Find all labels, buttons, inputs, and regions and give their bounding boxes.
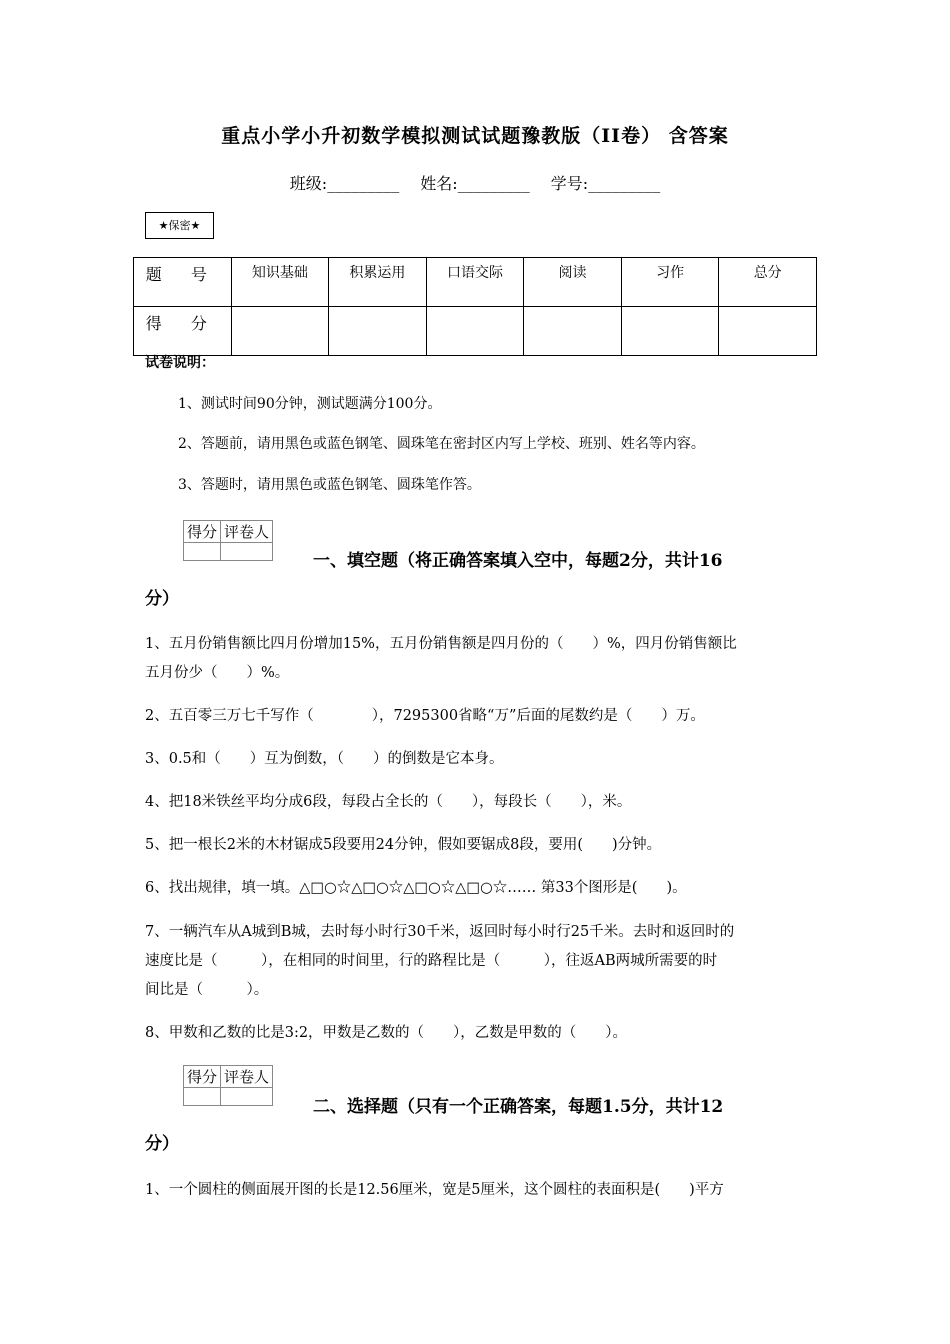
grader-box-grader-label: 评卷人 bbox=[221, 1066, 273, 1088]
class-field: 班级:_________ bbox=[289, 174, 400, 193]
score-table-col: 总分 bbox=[719, 258, 817, 307]
grader-box-score-cell[interactable] bbox=[184, 1088, 221, 1106]
question-line: 3、0.5和（ ）互为倒数，（ ）的倒数是它本身。 bbox=[145, 751, 504, 767]
instruction-item: 2、答题前，请用黑色或蓝色钢笔、圆珠笔在密封区内写上学校、班别、姓名等内容。 bbox=[178, 436, 705, 452]
name-field: 姓名:_________ bbox=[420, 174, 530, 193]
question-line: 1、五月份销售额比四月份增加15%，五月份销售额是四月份的（ ）%，四月份销售额比 bbox=[145, 636, 737, 652]
section1-title-cont: 分） bbox=[145, 589, 179, 609]
confidential-label: ★保密★ bbox=[145, 212, 214, 239]
question-line: 1、一个圆柱的侧面展开图的长是12.56厘米，宽是5厘米，这个圆柱的表面积是( )平方 bbox=[145, 1182, 724, 1198]
grader-box-score-label: 得分 bbox=[184, 521, 221, 543]
score-cell[interactable] bbox=[329, 307, 427, 356]
grader-box-grader-cell[interactable] bbox=[221, 1088, 273, 1106]
score-cell[interactable] bbox=[719, 307, 817, 356]
score-table-score-row bbox=[134, 307, 817, 356]
grader-box-grader-label: 评卷人 bbox=[221, 521, 273, 543]
question-line: 速度比是（ ），在相同的时间里，行的路程比是（ ），往返AB两城所需要的时 bbox=[145, 953, 718, 969]
score-table-col: 口语交际 bbox=[426, 258, 524, 307]
score-table-col: 积累运用 bbox=[329, 258, 427, 307]
question-line: 4、把18米铁丝平均分成6段，每段占全长的（ ），每段长（ ），米。 bbox=[145, 794, 632, 810]
instruction-item: 1、测试时间90分钟，测试题满分100分。 bbox=[178, 396, 442, 412]
grader-box-score-label: 得分 bbox=[184, 1066, 221, 1088]
score-table-row1-head: 题 号 bbox=[134, 258, 232, 307]
section1-title: 一、填空题（将正确答案填入空中，每题2分，共计16 bbox=[313, 551, 723, 571]
score-table bbox=[133, 257, 817, 356]
page-title: 重点小学小升初数学模拟测试试题豫教版（II卷） 含答案 bbox=[221, 125, 729, 147]
grader-box bbox=[183, 520, 273, 561]
grader-box-grader-cell[interactable] bbox=[221, 543, 273, 561]
score-cell[interactable] bbox=[231, 307, 329, 356]
score-table-row2-head: 得 分 bbox=[134, 307, 232, 356]
score-cell[interactable] bbox=[426, 307, 524, 356]
grader-box bbox=[183, 1065, 273, 1106]
question-line: 五月份少（ ）%。 bbox=[145, 665, 290, 681]
score-table-col: 习作 bbox=[621, 258, 719, 307]
question-line: 5、把一根长2米的木材锯成5段要用24分钟，假如要锯成8段，要用( )分钟。 bbox=[145, 837, 662, 853]
score-cell[interactable] bbox=[524, 307, 622, 356]
grader-box-score-cell[interactable] bbox=[184, 543, 221, 561]
score-table-col: 阅读 bbox=[524, 258, 622, 307]
student-id-field: 学号:_________ bbox=[550, 174, 661, 193]
question-line: 7、一辆汽车从A城到B城，去时每小时行30千米，返回时每小时行25千米。去时和返回时的 bbox=[145, 924, 735, 940]
student-info-row bbox=[0, 171, 950, 194]
question-line: 2、五百零三万七千写作（ ），7295300省略“万”后面的尾数约是（ ）万。 bbox=[145, 708, 705, 724]
instructions-title: 试卷说明： bbox=[145, 355, 215, 371]
section2-title-cont: 分） bbox=[145, 1134, 179, 1154]
question-line: 间比是（ ）。 bbox=[145, 982, 269, 998]
instruction-item: 3、答题时，请用黑色或蓝色钢笔、圆珠笔作答。 bbox=[178, 477, 481, 493]
question-line: 6、找出规律，填一填。△□○☆△□○☆△□○☆△□○☆…… 第33个图形是( )。 bbox=[145, 880, 687, 896]
score-table-header-row bbox=[134, 258, 817, 307]
section2-title: 二、选择题（只有一个正确答案，每题1.5分，共计12 bbox=[313, 1097, 724, 1117]
score-cell[interactable] bbox=[621, 307, 719, 356]
question-line: 8、甲数和乙数的比是3:2，甲数是乙数的（ ），乙数是甲数的（ ）。 bbox=[145, 1025, 628, 1041]
score-table-col: 知识基础 bbox=[231, 258, 329, 307]
